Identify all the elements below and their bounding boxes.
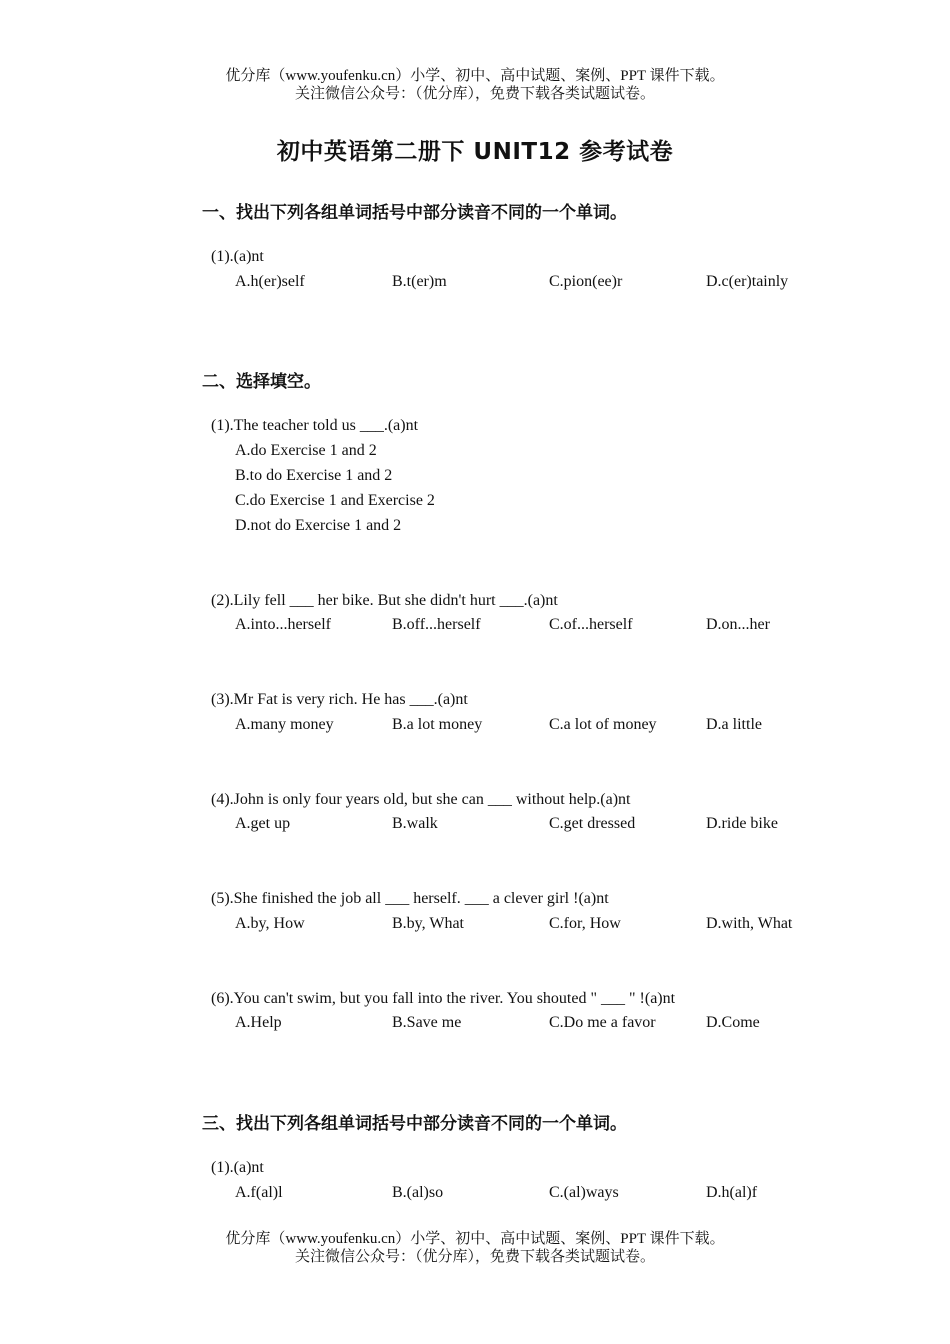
option-b: B.walk xyxy=(392,815,438,832)
option-a: A.h(er)self xyxy=(235,273,305,290)
option-b: B.to do Exercise 1 and 2 xyxy=(235,467,393,484)
footer-line-2: 关注微信公众号：（优分库），免费下载各类试题试卷。 xyxy=(294,1249,655,1265)
question-options xyxy=(235,1180,885,1205)
question-stem: (3).Mr Fat is very rich. He has ___.(a)nt xyxy=(211,691,468,708)
option-c: C.(al)ways xyxy=(549,1184,619,1201)
option-a: A.do Exercise 1 and 2 xyxy=(235,442,377,459)
section-3-heading: 三、找出下列各组单词括号中部分读音不同的一个单词。 xyxy=(202,1114,627,1134)
option-c: C.for, How xyxy=(549,915,621,932)
option-d: D.on...her xyxy=(706,616,770,633)
option-c: C.get dressed xyxy=(549,815,636,832)
option-b: B.off...herself xyxy=(392,616,481,633)
option-d: D.with, What xyxy=(706,915,793,932)
header-line-1: 优分库（www.youfenku.cn）小学、初中、高中试题、案例、PPT 课件下载。 xyxy=(225,68,725,84)
footer-line-1: 优分库（www.youfenku.cn）小学、初中、高中试题、案例、PPT 课件下载。 xyxy=(225,1231,725,1247)
page-title: 初中英语第二册下 UNIT12 参考试卷 xyxy=(276,139,674,165)
page-header xyxy=(0,67,950,103)
question-options xyxy=(235,811,885,836)
option-b: B.a lot money xyxy=(392,716,483,733)
option-a: A.get up xyxy=(235,815,291,832)
section-1-heading: 一、找出下列各组单词括号中部分读音不同的一个单词。 xyxy=(202,203,627,223)
option-d: D.h(al)f xyxy=(706,1184,758,1201)
question-stem: (6).You can't swim, but you fall into the river. You shouted " ___ " !(a)nt xyxy=(211,990,676,1007)
option-a: A.f(al)l xyxy=(235,1184,283,1201)
option-c: C.a lot of money xyxy=(549,716,657,733)
question-stem: (1).The teacher told us ___.(a)nt xyxy=(211,417,419,434)
option-c: C.of...herself xyxy=(549,616,633,633)
section-2-heading: 二、选择填空。 xyxy=(202,372,321,392)
option-a: A.many money xyxy=(235,716,334,733)
option-a: A.Help xyxy=(235,1014,282,1031)
option-d: D.ride bike xyxy=(706,815,778,832)
option-d: D.c(er)tainly xyxy=(706,273,789,290)
question-options xyxy=(235,269,885,294)
question-stem: (1).(a)nt xyxy=(211,1159,264,1176)
option-d: D.Come xyxy=(706,1014,760,1031)
question-options xyxy=(235,712,885,737)
option-b: B.by, What xyxy=(392,915,464,932)
question-options xyxy=(235,438,885,538)
question-stem: (5).She finished the job all ___ herself. ___ a clever girl !(a)nt xyxy=(211,890,609,907)
option-c: C.pion(ee)r xyxy=(549,273,623,290)
question-stem: (2).Lily fell ___ her bike. But she didn't hurt ___.(a)nt xyxy=(211,592,558,609)
option-c: C.Do me a favor xyxy=(549,1014,656,1031)
page-footer xyxy=(0,1230,950,1266)
option-a: A.into...herself xyxy=(235,616,331,633)
question-options xyxy=(235,911,885,936)
question-stem: (4).John is only four years old, but she can ___ without help.(a)nt xyxy=(211,791,631,808)
option-b: B.t(er)m xyxy=(392,273,447,290)
question-options xyxy=(235,612,885,637)
option-c: C.do Exercise 1 and Exercise 2 xyxy=(235,492,435,509)
option-a: A.by, How xyxy=(235,915,305,932)
option-d: D.not do Exercise 1 and 2 xyxy=(235,517,402,534)
question-stem: (1).(a)nt xyxy=(211,248,264,265)
question-options xyxy=(235,1010,885,1035)
header-line-2: 关注微信公众号：（优分库），免费下载各类试题试卷。 xyxy=(294,86,655,102)
option-b: B.Save me xyxy=(392,1014,462,1031)
option-b: B.(al)so xyxy=(392,1184,444,1201)
option-d: D.a little xyxy=(706,716,762,733)
